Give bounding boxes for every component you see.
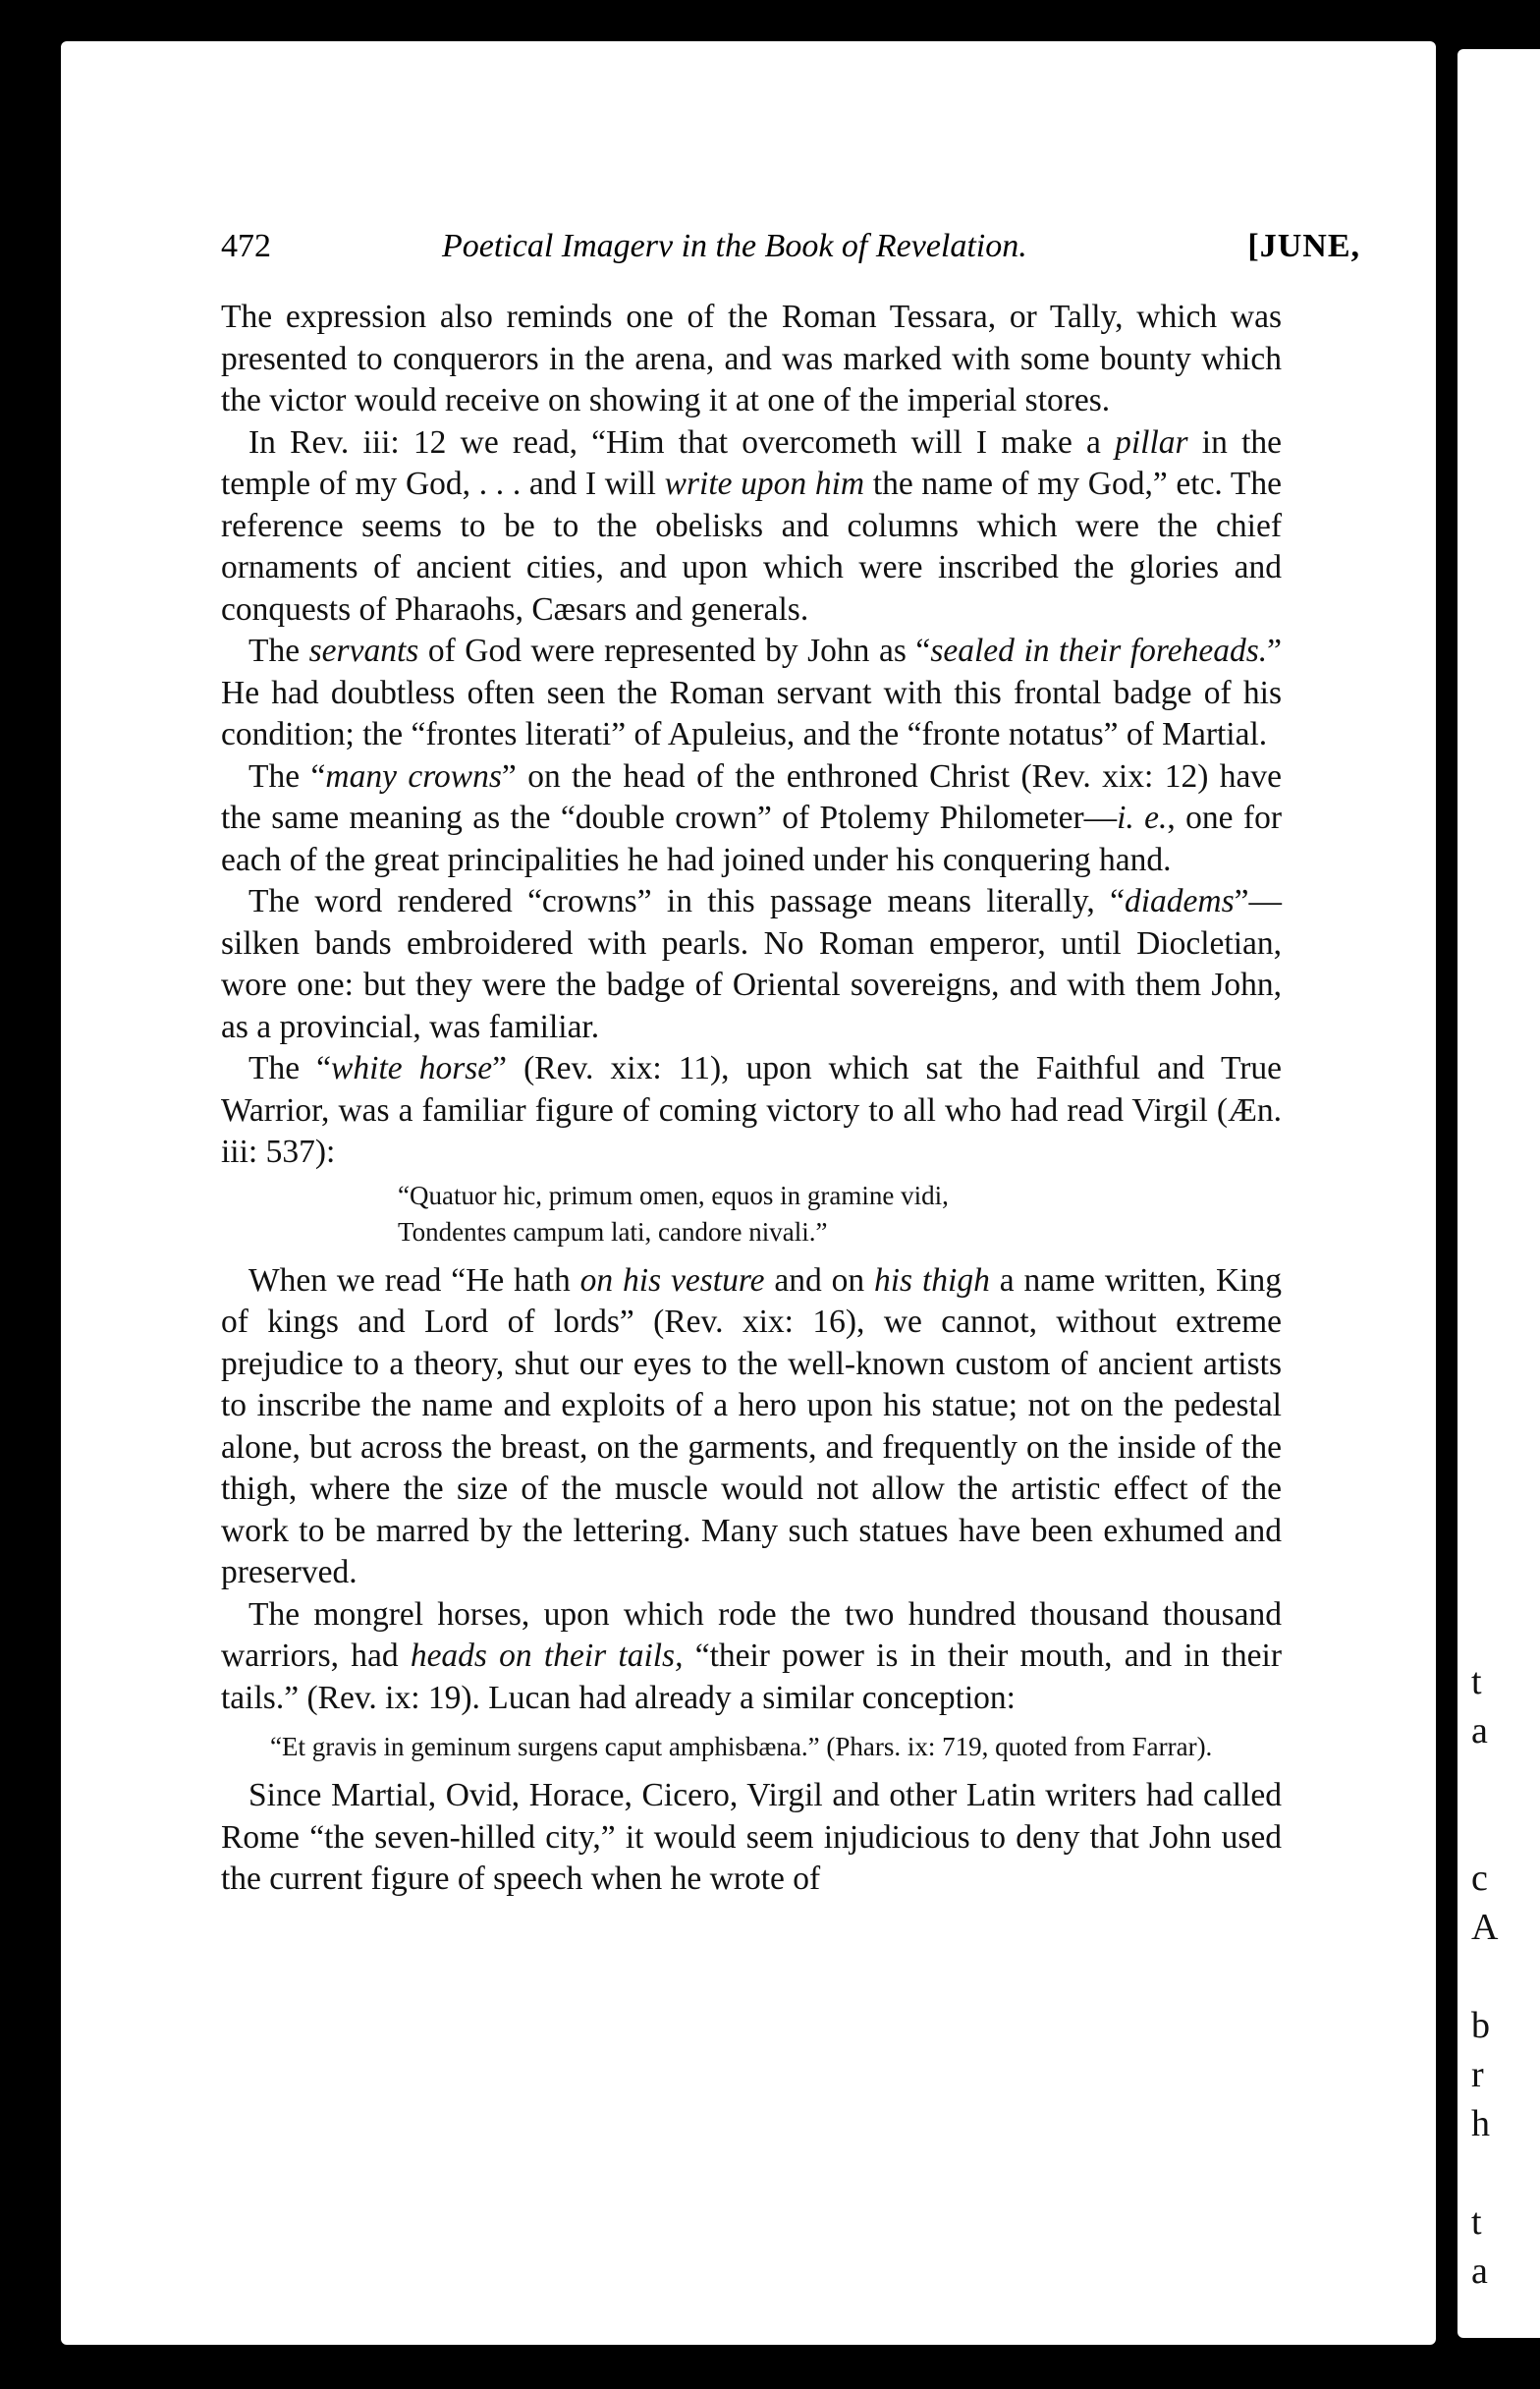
paragraph-text: When we read “He hath (248, 1261, 580, 1299)
paragraph-text: ” He had doubtless often seen the Roman servant with this frontal badge of his condition; the “frontes literati” of Apuleius, and the “fronte notatus” of Martial. (221, 633, 1282, 752)
paragraph (221, 1594, 1282, 1720)
next-page-letter: t (1471, 1661, 1482, 1702)
running-title: Poetical Imagerv in the Book of Revelation. (442, 228, 1027, 264)
paragraph (221, 881, 1282, 1048)
paragraph-text: The word rendered “crowns” in this passage means literally, “ (248, 883, 1125, 919)
paragraph-text: The (248, 633, 309, 669)
paragraph (221, 631, 1282, 756)
page-number: 472 (221, 228, 271, 264)
paragraph-text: In Rev. iii: 12 we read, “Him that overcometh will I make a (248, 423, 1116, 461)
paragraph-text: the name of my God,” etc. The reference seems to be to the obelisks and columns which were the chief ornaments of ancient cities, and upon which were inscribed the glories and conquests of Pharaohs, Cæsars and generals. (221, 466, 1282, 628)
italic-text: on his vesture (579, 1261, 765, 1299)
next-page-letter: a (1471, 2250, 1488, 2292)
paragraph-text: of God were represented by John as “ (418, 633, 931, 669)
next-page-letter: h (1471, 2103, 1490, 2144)
italic-text: diadems (1124, 883, 1235, 919)
paragraph-text: ”—silken bands embroidered with pearls. No Roman emperor, until Diocletian, wore one: but they were the badge of Oriental sovereigns, and with them John, as a provincial, was familiar. (221, 883, 1282, 1045)
citation-quote: “Et gravis in geminum surgens caput amphisbæna.” (Phars. ix: 719, quoted from Farrar). (270, 1732, 1213, 1761)
paragraph-text: The “ (248, 757, 326, 795)
running-month: [JUNE, (1247, 228, 1360, 264)
italic-text: his thigh (873, 1261, 990, 1299)
italic-text: many crowns (325, 757, 502, 795)
next-page-letter: A (1471, 1907, 1499, 1948)
paragraph (221, 1048, 1282, 1174)
paragraph-text: ” on the head of the enthroned Christ (Rev. xix: 12) have the same meaning as the “double crown” of Ptolemy Philometer— (221, 757, 1283, 836)
next-page-letter: b (1471, 2005, 1490, 2046)
quote-line: “Quatuor hic, primum omen, equos in gramine vidi, (398, 1180, 949, 1210)
paragraph-text: , one for each of the great principalities he had joined under his conquering hand. (221, 800, 1282, 878)
next-page-letter: r (1471, 2054, 1484, 2095)
quote-line: Tondentes campum lati, candore nivali.” (398, 1216, 828, 1247)
paragraph-text: The expression also reminds one of the Roman Tessara, or Tally, which was presented to conquerors in the arena, and was marked with some bounty which the victor would receive on showing it at one of the imperial stores. (221, 299, 1282, 418)
paragraph-text: The mongrel horses, upon which rode the two hundred thousand thousand warriors, had (221, 1595, 1282, 1674)
paragraph-text: and on (764, 1261, 874, 1299)
italic-text: white horse (331, 1050, 493, 1086)
paragraph-text: in the temple of my God, . . . and I will (221, 423, 1283, 502)
paragraph (221, 1260, 1282, 1594)
paragraph-text: ” (Rev. xix: 11), upon which sat the Faithful and True Warrior, was a familiar figure of coming victory to all who had read Virgil (Æn. iii: 537): (221, 1050, 1283, 1170)
italic-text: heads on their tails, (410, 1638, 684, 1674)
adjacent-page-edge (1458, 49, 1540, 2338)
italic-text: write upon him (664, 466, 865, 502)
italic-text: servants (308, 633, 419, 669)
paragraph (221, 1775, 1282, 1901)
verse-quote (221, 1178, 1282, 1250)
paragraph-text: The “ (248, 1050, 332, 1086)
paragraph-text: “their power is in their mouth, and in their tails.” (Rev. ix: 19). Lucan had already a similar conception: (221, 1638, 1283, 1716)
next-page-letter: a (1471, 1710, 1488, 1751)
next-page-letter: t (1471, 2201, 1482, 2243)
paragraph (221, 297, 1282, 422)
italic-text: i. e. (1117, 800, 1168, 836)
next-page-letter: c (1471, 1858, 1488, 1899)
italic-text: pillar (1115, 423, 1188, 461)
paragraph (221, 422, 1282, 632)
paragraph-text: a name written, King of kings and Lord of lords” (Rev. xix: 16), we cannot, without extreme prejudice to a theory, shut our eyes to the well-known custom of ancient artists to inscribe the name and exploits of a hero upon his statue; not on the pedestal alone, but across the breast, on the garments, and frequently on the inside of the thigh, where the size of the muscle would not allow the artistic effect of the work to be marred by the lettering. Many such statues have been exhumed and preserved. (221, 1261, 1282, 1590)
paragraph (221, 756, 1282, 882)
paragraph-text: Since Martial, Ovid, Horace, Cicero, Virgil and other Latin writers had called Rome “the seven-hilled city,” it would seem injudicious to deny that John used the current figure of speech when he wrote of (221, 1777, 1282, 1897)
article-body (221, 297, 1282, 1901)
running-header (162, 228, 1360, 277)
italic-text: sealed in their foreheads. (930, 633, 1268, 669)
